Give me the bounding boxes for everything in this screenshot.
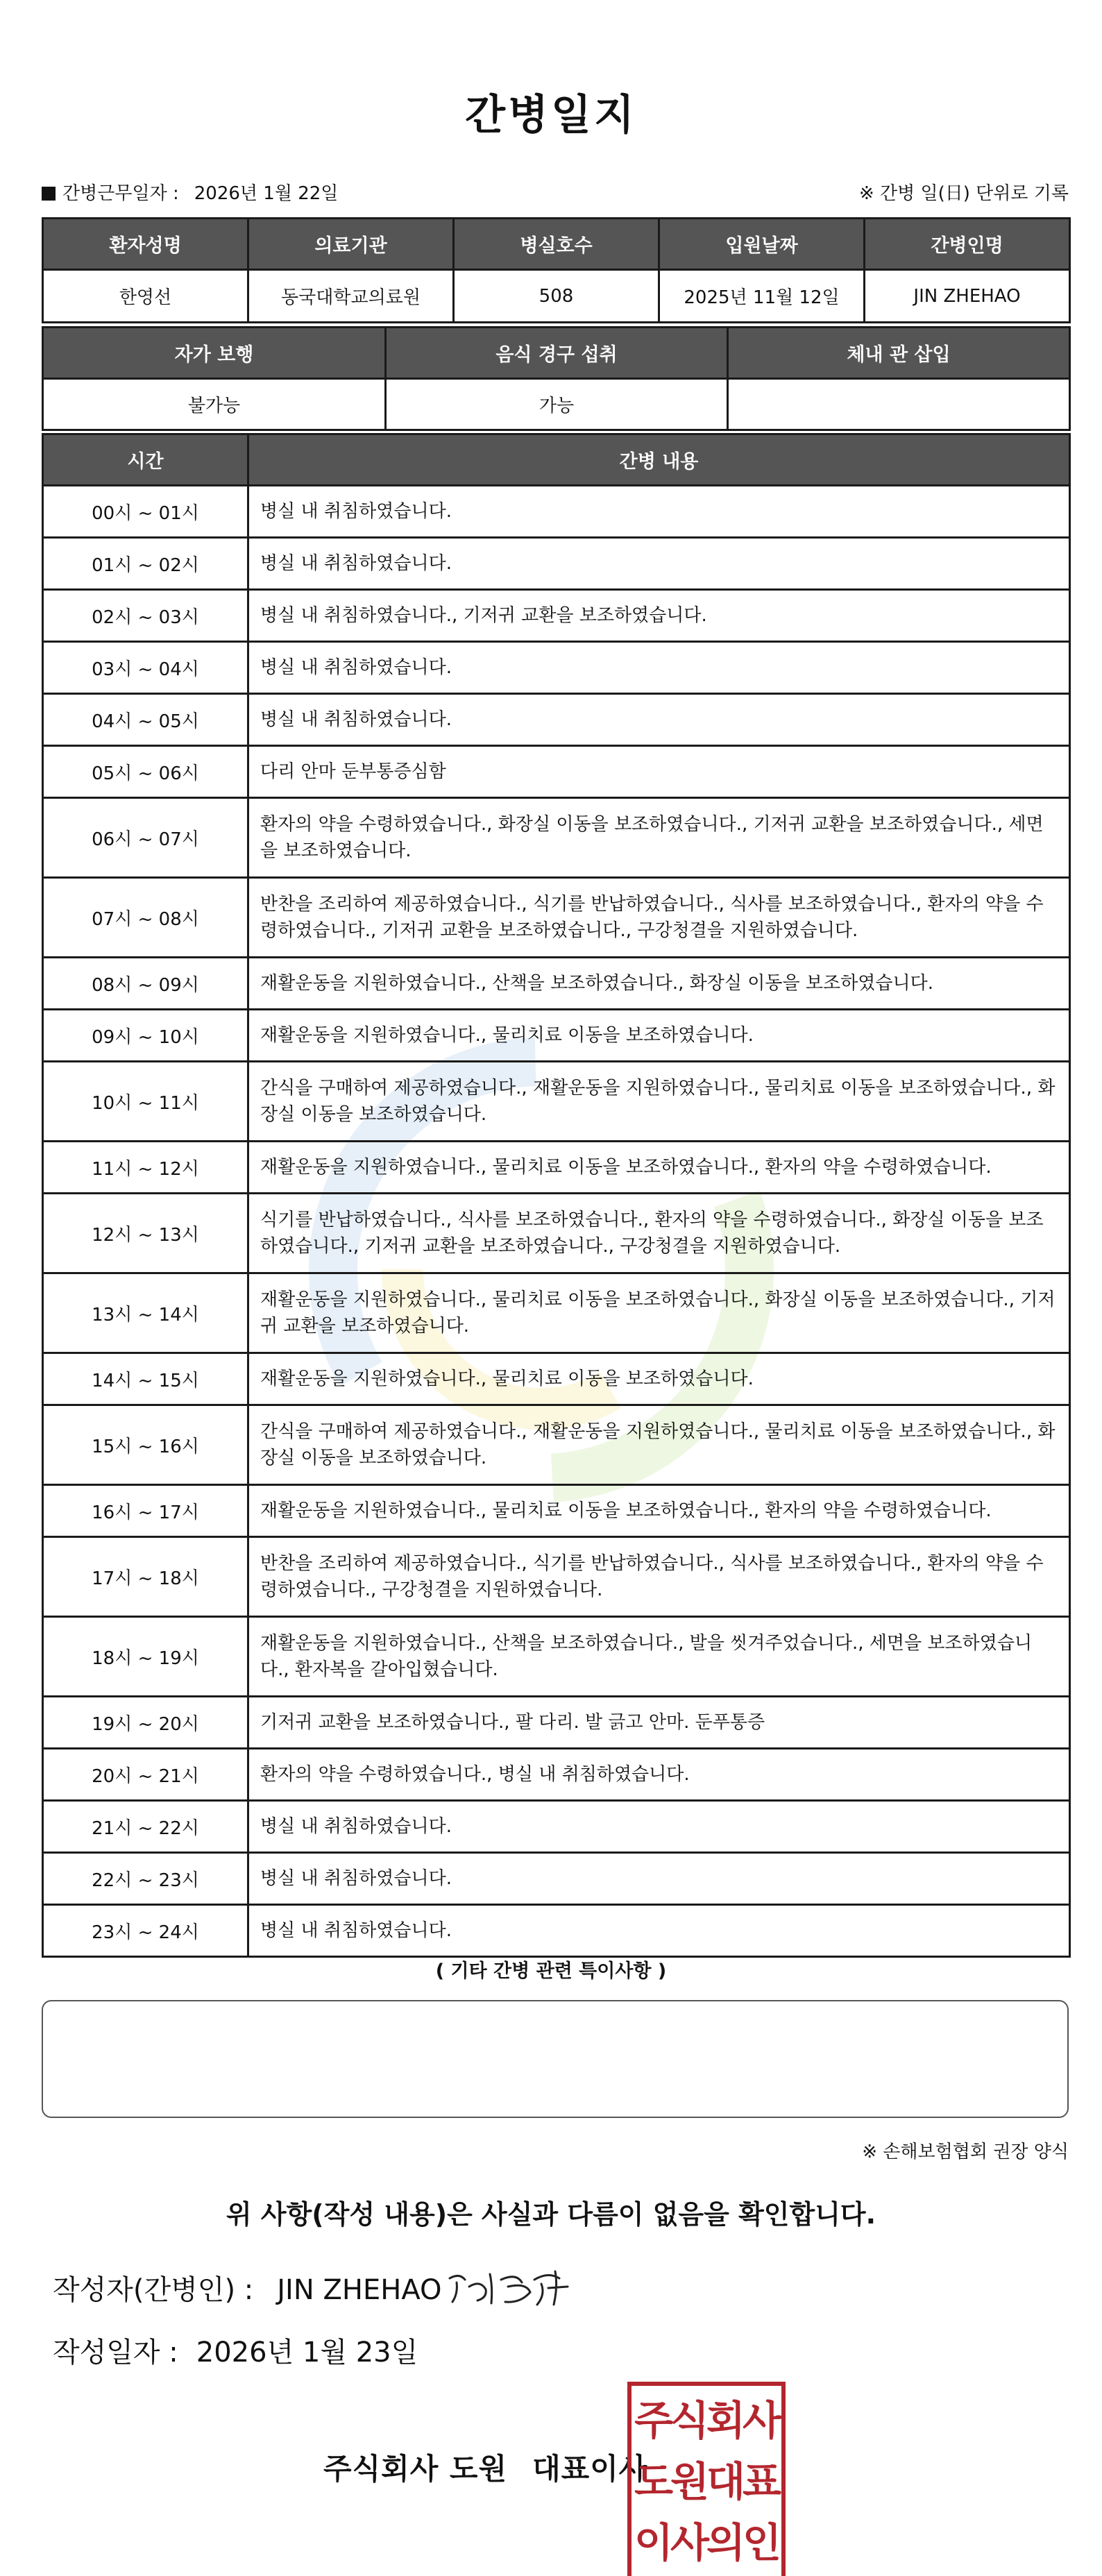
seal-line: 주식회사 xyxy=(634,2397,779,2444)
status-header: 자가 보행 xyxy=(43,328,386,379)
work-date-label: 간병근무일자 : xyxy=(62,183,179,204)
log-content-cell: 재활운동을 지원하였습니다., 산책을 보조하였습니다., 화장실 이동을 보조하였습니다. xyxy=(248,958,1070,1010)
record-note: ※ 간병 일(日) 단위로 기록 xyxy=(858,183,1069,204)
log-content-cell: 재활운동을 지원하였습니다., 물리치료 이동을 보조하였습니다. xyxy=(248,1353,1070,1405)
info-header: 간병인명 xyxy=(865,219,1070,270)
handwritten-signature xyxy=(444,2259,576,2314)
log-body xyxy=(43,486,1070,1957)
log-content-cell: 병실 내 취침하였습니다. xyxy=(248,1853,1070,1905)
log-time-cell: 09시 ~ 10시 xyxy=(43,1010,248,1062)
log-content-cell: 병실 내 취침하였습니다., 기저귀 교환을 보조하였습니다. xyxy=(248,590,1070,642)
caregiver-name: JIN ZHEHAO xyxy=(865,270,1070,323)
log-time-cell: 07시 ~ 08시 xyxy=(43,878,248,958)
log-time-cell: 01시 ~ 02시 xyxy=(43,538,248,590)
company-ceo-title: 대표이사 xyxy=(532,2452,648,2486)
log-content-cell: 다리 안마 둔부통증심함 xyxy=(248,746,1070,798)
log-content-cell: 반찬을 조리하여 제공하였습니다., 식기를 반납하였습니다., 식사를 보조하였습니다., 환자의 약을 수령하였습니다., 구강청결을 지원하였습니다. xyxy=(248,1537,1070,1617)
log-content-cell: 재활운동을 지원하였습니다., 산책을 보조하였습니다., 발을 씻겨주었습니다., 세면을 보조하였습니다., 환자복을 갈아입혔습니다. xyxy=(248,1617,1070,1697)
log-content-cell: 병실 내 취침하였습니다. xyxy=(248,1801,1070,1853)
log-time-cell: 17시 ~ 18시 xyxy=(43,1537,248,1617)
confirmation-statement: 위 사항(작성 내용)은 사실과 다름이 없음을 확인합니다. xyxy=(226,2199,876,2230)
log-row xyxy=(43,590,1070,642)
square-bullet-icon xyxy=(42,187,56,201)
log-row xyxy=(43,1353,1070,1405)
info-header-row xyxy=(43,219,1070,270)
log-time-cell: 02시 ~ 03시 xyxy=(43,590,248,642)
log-row xyxy=(43,1405,1070,1485)
log-time-cell: 12시 ~ 13시 xyxy=(43,1194,248,1273)
status-header: 체내 관 삽입 xyxy=(728,328,1070,379)
form-source-note: ※ 손해보험협회 권장 양식 xyxy=(862,2142,1069,2162)
company-name: 주식회사 도원 xyxy=(323,2452,508,2486)
info-header: 입원날짜 xyxy=(659,219,865,270)
log-time-cell: 04시 ~ 05시 xyxy=(43,694,248,746)
oral-intake-status: 가능 xyxy=(386,379,728,430)
log-row xyxy=(43,1142,1070,1194)
log-row xyxy=(43,1905,1070,1957)
info-header: 환자성명 xyxy=(43,219,248,270)
log-content-cell: 병실 내 취침하였습니다. xyxy=(248,538,1070,590)
care-log-table xyxy=(42,433,1071,1958)
log-time-cell: 20시 ~ 21시 xyxy=(43,1749,248,1801)
notes-title: ( 기타 간병 관련 특이사항 ) xyxy=(435,1960,667,1982)
written-date-line xyxy=(53,2330,418,2370)
patient-status-table xyxy=(42,326,1071,431)
log-time-cell: 18시 ~ 19시 xyxy=(43,1617,248,1697)
status-value-row xyxy=(43,379,1070,430)
log-time-cell: 08시 ~ 09시 xyxy=(43,958,248,1010)
log-content-cell: 재활운동을 지원하였습니다., 물리치료 이동을 보조하였습니다. xyxy=(248,1010,1070,1062)
page-title: 간병일지 xyxy=(465,91,637,139)
log-content-cell: 재활운동을 지원하였습니다., 물리치료 이동을 보조하였습니다., 환자의 약을 수령하였습니다. xyxy=(248,1142,1070,1194)
log-time-cell: 14시 ~ 15시 xyxy=(43,1353,248,1405)
log-row xyxy=(43,642,1070,694)
hospital-name: 동국대학교의료원 xyxy=(248,270,454,323)
log-time-cell: 06시 ~ 07시 xyxy=(43,798,248,878)
log-row xyxy=(43,694,1070,746)
log-row xyxy=(43,878,1070,958)
log-content-cell: 재활운동을 지원하였습니다., 물리치료 이동을 보조하였습니다., 환자의 약을 수령하였습니다. xyxy=(248,1485,1070,1537)
written-date-label: 작성일자 : xyxy=(53,2337,178,2369)
log-row xyxy=(43,1853,1070,1905)
notes-box xyxy=(42,2000,1069,2118)
log-row xyxy=(43,1617,1070,1697)
log-row xyxy=(43,538,1070,590)
log-content-cell: 반찬을 조리하여 제공하였습니다., 식기를 반납하였습니다., 식사를 보조하였습니다., 환자의 약을 수령하였습니다., 기저귀 교환을 보조하였습니다., 구강청결을 지원하였습니다. xyxy=(248,878,1070,958)
log-time-cell: 05시 ~ 06시 xyxy=(43,746,248,798)
log-time-cell: 16시 ~ 17시 xyxy=(43,1485,248,1537)
patient-name: 한영선 xyxy=(43,270,248,323)
log-time-cell: 13시 ~ 14시 xyxy=(43,1273,248,1353)
writer-line xyxy=(53,2268,441,2307)
admission-date: 2025년 11월 12일 xyxy=(659,270,865,323)
tube-insertion-status xyxy=(728,379,1070,430)
log-header-row xyxy=(43,434,1070,486)
log-time-cell: 03시 ~ 04시 xyxy=(43,642,248,694)
log-row xyxy=(43,1801,1070,1853)
log-time-cell: 11시 ~ 12시 xyxy=(43,1142,248,1194)
info-header: 의료기관 xyxy=(248,219,454,270)
log-row xyxy=(43,1194,1070,1273)
log-row xyxy=(43,486,1070,538)
log-row xyxy=(43,1010,1070,1062)
self-walking-status: 불가능 xyxy=(43,379,386,430)
writer-label: 작성자(간병인) : xyxy=(53,2274,254,2306)
log-content-cell: 식기를 반납하였습니다., 식사를 보조하였습니다., 환자의 약을 수령하였습니다., 화장실 이동을 보조하였습니다., 기저귀 교환을 보조하였습니다., 구강청결을 지원하였습니다. xyxy=(248,1194,1070,1273)
log-time-cell: 15시 ~ 16시 xyxy=(43,1405,248,1485)
log-content-cell: 병실 내 취침하였습니다. xyxy=(248,486,1070,538)
log-row xyxy=(43,798,1070,878)
log-time-cell: 21시 ~ 22시 xyxy=(43,1801,248,1853)
seal-line: 이사의인 xyxy=(634,2519,779,2566)
log-row xyxy=(43,958,1070,1010)
status-header-row xyxy=(43,328,1070,379)
meta-row xyxy=(42,179,1069,207)
log-row xyxy=(43,1697,1070,1749)
company-line xyxy=(323,2446,647,2488)
log-time-cell: 22시 ~ 23시 xyxy=(43,1853,248,1905)
log-content-cell: 기저귀 교환을 보조하였습니다., 팔 다리. 발 긁고 안마. 둔푸통증 xyxy=(248,1697,1070,1749)
log-row xyxy=(43,1749,1070,1801)
log-content-cell: 간식을 구매하여 제공하였습니다., 재활운동을 지원하였습니다., 물리치료 이동을 보조하였습니다., 화장실 이동을 보조하였습니다. xyxy=(248,1405,1070,1485)
log-content-cell: 병실 내 취침하였습니다. xyxy=(248,694,1070,746)
company-seal-stamp xyxy=(627,2382,786,2576)
written-date-value: 2026년 1월 23일 xyxy=(196,2337,418,2369)
log-row xyxy=(43,1062,1070,1142)
log-content-cell: 병실 내 취침하였습니다. xyxy=(248,642,1070,694)
writer-name: JIN ZHEHAO xyxy=(277,2274,442,2306)
log-row xyxy=(43,1485,1070,1537)
patient-info-table xyxy=(42,217,1071,323)
status-header: 음식 경구 섭취 xyxy=(386,328,728,379)
log-time-cell: 00시 ~ 01시 xyxy=(43,486,248,538)
info-header: 병실호수 xyxy=(454,219,659,270)
log-content-cell: 환자의 약을 수령하였습니다., 화장실 이동을 보조하였습니다., 기저귀 교환을 보조하였습니다., 세면을 보조하였습니다. xyxy=(248,798,1070,878)
content-header: 간병 내용 xyxy=(248,434,1070,486)
log-content-cell: 재활운동을 지원하였습니다., 물리치료 이동을 보조하였습니다., 화장실 이동을 보조하였습니다., 기저귀 교환을 보조하였습니다. xyxy=(248,1273,1070,1353)
info-value-row xyxy=(43,270,1070,323)
log-content-cell: 환자의 약을 수령하였습니다., 병실 내 취침하였습니다. xyxy=(248,1749,1070,1801)
log-content-cell: 병실 내 취침하였습니다. xyxy=(248,1905,1070,1957)
log-time-cell: 19시 ~ 20시 xyxy=(43,1697,248,1749)
work-date-value: 2026년 1월 22일 xyxy=(194,183,339,204)
log-time-cell: 23시 ~ 24시 xyxy=(43,1905,248,1957)
log-content-cell: 간식을 구매하여 제공하였습니다., 재활운동을 지원하였습니다., 물리치료 이동을 보조하였습니다., 화장실 이동을 보조하였습니다. xyxy=(248,1062,1070,1142)
work-date xyxy=(42,179,338,205)
log-row xyxy=(43,1273,1070,1353)
room-number: 508 xyxy=(454,270,659,323)
log-time-cell: 10시 ~ 11시 xyxy=(43,1062,248,1142)
log-row xyxy=(43,1537,1070,1617)
time-header: 시간 xyxy=(43,434,248,486)
seal-line: 도원대표 xyxy=(634,2458,779,2505)
log-row xyxy=(43,746,1070,798)
